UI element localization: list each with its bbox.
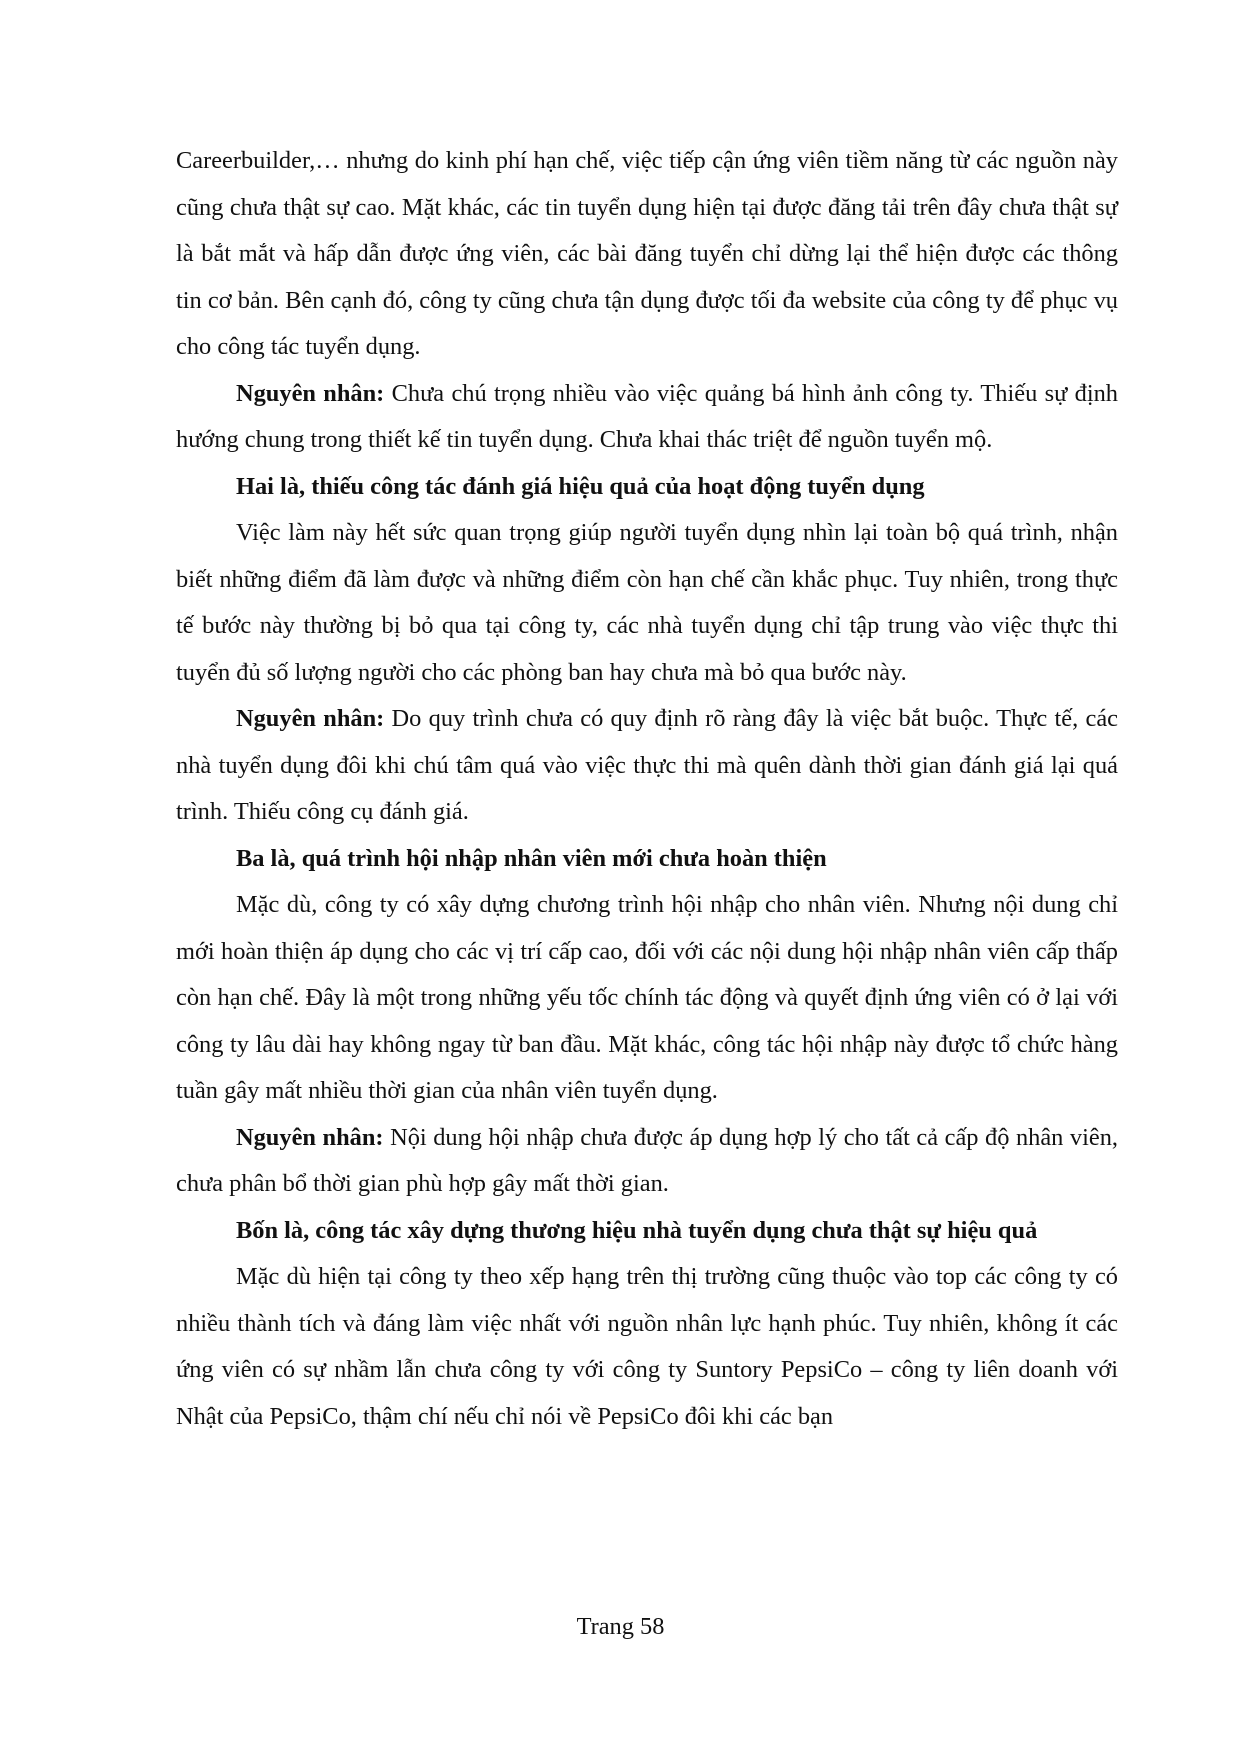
cause-text: Nội dung hội nhập chưa được áp dụng hợp lý cho tất cả cấp độ nhân viên, chưa phân bổ thời gian phù hợp gây mất thời gian. (176, 1123, 1118, 1197)
paragraph-evaluation: Việc làm này hết sức quan trọng giúp người tuyển dụng nhìn lại toàn bộ quá trình, nhận biết những điểm đã làm được và những điểm còn hạn chế cần khắc phục. Tuy nhiên, trong thực tế bước này thường bị bỏ qua tại công ty, các nhà tuyển dụng chỉ tập trung vào việc thực thi tuyển đủ số lượng người cho các phòng ban hay chưa mà bỏ qua bước này. (176, 519, 1118, 686)
section-heading-2: Hai là, thiếu công tác đánh giá hiệu quả của hoạt động tuyển dụng (236, 472, 925, 500)
paragraph-onboarding: Mặc dù, công ty có xây dựng chương trình hội nhập cho nhân viên. Nhưng nội dung chỉ mới hoàn thiện áp dụng cho các vị trí cấp cao, đối với các nội dung hội nhập nhân viên cấp thấp còn hạn chế. Đây là một trong những yếu tốc chính tác động và quyết định ứng viên có ở lại với công ty lâu dài hay không ngay từ ban đầu. Mặt khác, công tác hội nhập này được tổ chức hàng tuần gây mất nhiều thời gian của nhân viên tuyển dụng. (176, 891, 1118, 1104)
paragraph-cause-3 (176, 1115, 1118, 1208)
cause-label: Nguyên nhân: (236, 1123, 384, 1151)
cause-label: Nguyên nhân: (236, 379, 385, 407)
page-number: Trang 58 (576, 1613, 665, 1640)
paragraph-cause-2 (176, 696, 1118, 836)
cause-text: Chưa chú trọng nhiều vào việc quảng bá hình ảnh công ty. Thiếu sự định hướng chung trong thiết kế tin tuyển dụng. Chưa khai thác triệt để nguồn tuyển mộ. (176, 379, 1118, 453)
section-heading-3: Ba là, quá trình hội nhập nhân viên mới chưa hoàn thiện (236, 844, 827, 872)
cause-label: Nguyên nhân: (236, 705, 385, 732)
paragraph-careerbuilder: Careerbuilder,… nhưng do kinh phí hạn chế, việc tiếp cận ứng viên tiềm năng từ các nguồn này cũng chưa thật sự cao. Mặt khác, các tin tuyển dụng hiện tại được đăng tải trên đây chưa thật sự là bắt mắt và hấp dẫn được ứng viên, các bài đăng tuyển chỉ dừng lại thể hiện được các thông tin cơ bản. Bên cạnh đó, công ty cũng chưa tận dụng được tối đa website của công ty để phục vụ cho công tác tuyển dụng. (176, 147, 1118, 360)
section-heading-4: Bốn là, công tác xây dựng thương hiệu nhà tuyển dụng chưa thật sự hiệu quả (236, 1216, 1038, 1244)
page-body (176, 138, 1118, 1440)
paragraph-cause-1 (176, 371, 1118, 464)
paragraph-employer-brand: Mặc dù hiện tại công ty theo xếp hạng trên thị trường cũng thuộc vào top các công ty có nhiều thành tích và đáng làm việc nhất với nguồn nhân lực hạnh phúc. Tuy nhiên, không ít các ứng viên có sự nhầm lẫn chưa công ty với công ty Suntory PepsiCo – công ty liên doanh với Nhật của PepsiCo, thậm chí nếu chỉ nói về PepsiCo đôi khi các bạn (176, 1263, 1118, 1430)
cause-text: Do quy trình chưa có quy định rõ ràng đây là việc bắt buộc. Thực tế, các nhà tuyển dụng đôi khi chú tâm quá vào việc thực thi mà quên dành thời gian đánh giá lại quá trình. Thiếu công cụ đánh giá. (176, 705, 1118, 825)
